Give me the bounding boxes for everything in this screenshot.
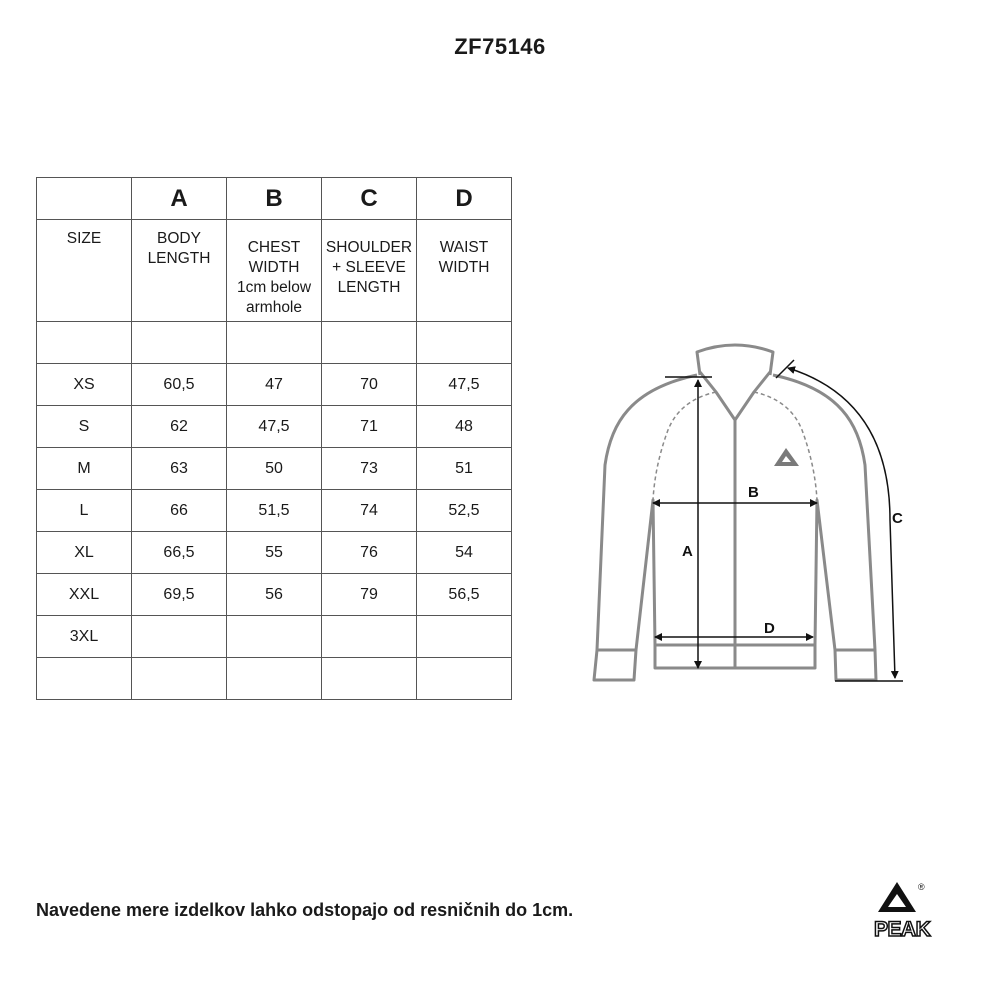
measurement-cell: 55 xyxy=(227,532,322,574)
measurement-cell xyxy=(132,616,227,658)
measurement-cell: 73 xyxy=(322,448,417,490)
measure-label-c: C xyxy=(892,510,903,527)
header-description xyxy=(417,220,512,322)
size-chart-table xyxy=(36,177,512,700)
measurement-cell xyxy=(417,616,512,658)
logo-wordmark: PEAK xyxy=(874,918,931,941)
header-letter: D xyxy=(417,178,512,220)
table-row xyxy=(37,406,512,448)
size-rows xyxy=(37,364,512,700)
measurement-cell: 51 xyxy=(417,448,512,490)
table-row xyxy=(37,616,512,658)
peak-triangle-icon xyxy=(878,882,916,912)
description-line: SIZE xyxy=(66,230,102,247)
description-line: LENGTH xyxy=(147,250,211,267)
description-line: BODY xyxy=(157,230,201,247)
measurement-cell xyxy=(322,658,417,700)
description-line: WIDTH xyxy=(438,259,490,276)
measurement-cell: 54 xyxy=(417,532,512,574)
measure-label-d: D xyxy=(764,620,775,637)
table-row xyxy=(37,658,512,700)
description-line: armhole xyxy=(246,299,302,316)
size-label-cell: XS xyxy=(37,364,132,406)
table-row xyxy=(37,364,512,406)
measurement-cell: 50 xyxy=(227,448,322,490)
empty-cell xyxy=(322,322,417,364)
measurement-cell: 74 xyxy=(322,490,417,532)
table-header-descriptions xyxy=(37,220,512,322)
size-label-cell: 3XL xyxy=(37,616,132,658)
measure-label-b: B xyxy=(748,484,759,501)
measurement-cell: 66,5 xyxy=(132,532,227,574)
measurement-cell: 60,5 xyxy=(132,364,227,406)
table-row xyxy=(37,448,512,490)
jacket-outline xyxy=(594,345,876,680)
measurement-cell: 47 xyxy=(227,364,322,406)
description-line: CHEST xyxy=(247,239,301,256)
peak-brand-logo xyxy=(870,880,945,942)
header-description xyxy=(227,220,322,322)
table-row xyxy=(37,532,512,574)
table-row xyxy=(37,490,512,532)
measurement-cell: 66 xyxy=(132,490,227,532)
size-label-cell: S xyxy=(37,406,132,448)
disclaimer-note: Navedene mere izdelkov lahko odstopajo od resničnih do 1cm. xyxy=(36,900,574,920)
measurement-cell: 52,5 xyxy=(417,490,512,532)
size-label-cell xyxy=(37,658,132,700)
table-spacer-row xyxy=(37,322,512,364)
measurement-cell: 47,5 xyxy=(417,364,512,406)
measurement-cell: 51,5 xyxy=(227,490,322,532)
size-label-cell: M xyxy=(37,448,132,490)
description-line: WAIST xyxy=(439,239,489,256)
empty-cell xyxy=(417,322,512,364)
size-label-cell: XL xyxy=(37,532,132,574)
measurement-cell xyxy=(227,658,322,700)
measurement-cell xyxy=(322,616,417,658)
measurement-cell: 76 xyxy=(322,532,417,574)
header-description xyxy=(322,220,417,322)
size-label-cell: L xyxy=(37,490,132,532)
peak-logo-icon xyxy=(774,448,799,466)
empty-cell xyxy=(227,322,322,364)
measurement-cell: 56,5 xyxy=(417,574,512,616)
table-header-letters xyxy=(37,178,512,220)
description-line: + SLEEVE xyxy=(332,259,406,276)
measurement-cell: 48 xyxy=(417,406,512,448)
header-description xyxy=(37,220,132,322)
page-title: ZF75146 xyxy=(454,34,546,59)
measurement-cell xyxy=(417,658,512,700)
description-line: SHOULDER xyxy=(325,239,413,256)
measurement-cell: 47,5 xyxy=(227,406,322,448)
logo-registered-mark: ® xyxy=(918,882,925,892)
measurement-cell: 69,5 xyxy=(132,574,227,616)
header-letter: C xyxy=(322,178,417,220)
measure-lines xyxy=(653,360,903,681)
measurement-cell: 56 xyxy=(227,574,322,616)
measurement-cell: 70 xyxy=(322,364,417,406)
header-description xyxy=(132,220,227,322)
measurement-cell: 63 xyxy=(132,448,227,490)
measurement-cell xyxy=(227,616,322,658)
measurement-cell: 62 xyxy=(132,406,227,448)
description-line: WIDTH xyxy=(248,259,300,276)
description-line: 1cm below xyxy=(236,279,312,296)
jacket-diagram xyxy=(560,330,920,690)
measure-label-a: A xyxy=(682,543,693,560)
header-letter xyxy=(37,178,132,220)
table-row xyxy=(37,574,512,616)
header-letter: B xyxy=(227,178,322,220)
empty-cell xyxy=(132,322,227,364)
header-letter: A xyxy=(132,178,227,220)
measurement-cell xyxy=(132,658,227,700)
measurement-cell: 79 xyxy=(322,574,417,616)
measurement-cell: 71 xyxy=(322,406,417,448)
description-line: LENGTH xyxy=(337,279,401,296)
empty-cell xyxy=(37,322,132,364)
size-label-cell: XXL xyxy=(37,574,132,616)
